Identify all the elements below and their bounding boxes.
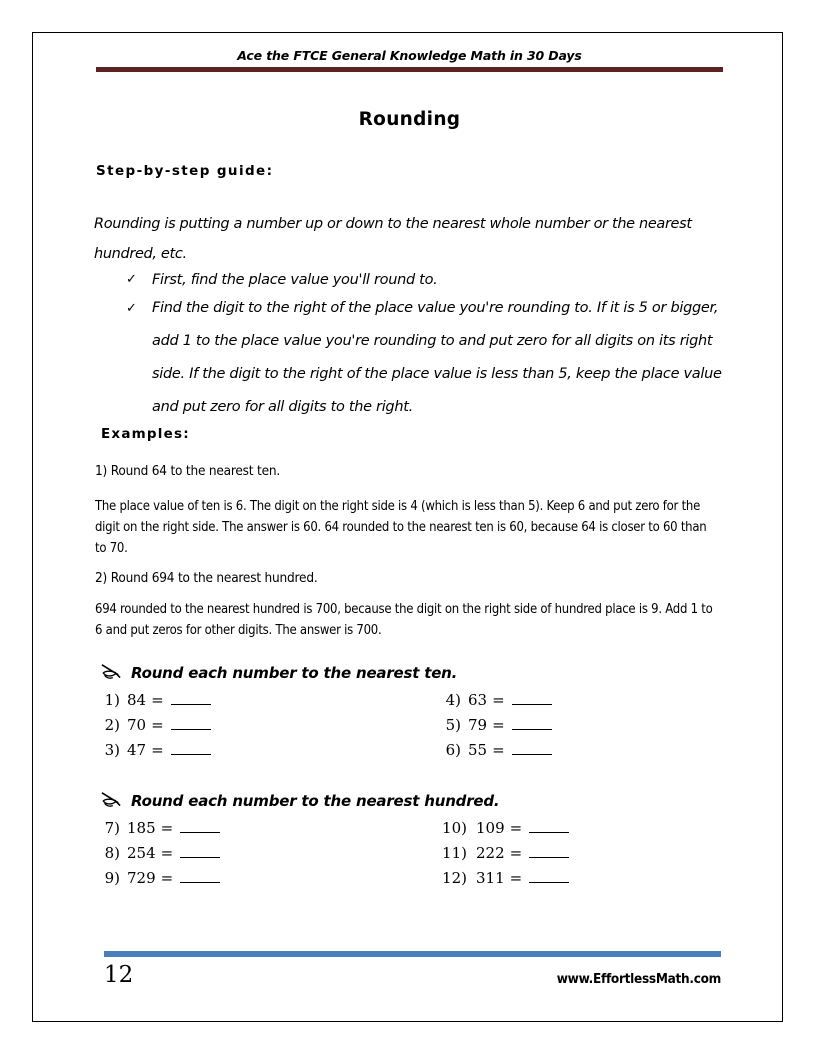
question-item <box>437 716 552 734</box>
page-title: Rounding <box>358 109 461 131</box>
example-solution: The place value of ten is 6. The digit on the right side is 4 (which is less than 5). Keep 6 and put zero for the digit on the right side. The answer is 60. 64 rounded to the nearest ten is 60, because 64 is closer to 60 than to 70. <box>95 499 707 556</box>
question-number: 2) <box>104 716 120 734</box>
answer-blank[interactable] <box>171 717 211 730</box>
list-item <box>126 268 726 292</box>
question-number: 10) <box>442 819 467 837</box>
question-value: 55 <box>468 741 488 759</box>
question-item <box>437 819 569 837</box>
question-value: 185 <box>127 819 156 837</box>
book-running-header: Ace the FTCE General Knowledge Math in 30 Days <box>237 48 582 63</box>
check-icon: ✓ <box>126 301 137 316</box>
question-item <box>96 716 211 734</box>
question-number: 3) <box>104 741 120 759</box>
question-item <box>96 869 220 887</box>
equals-sign: = <box>509 869 523 887</box>
examples-heading: Examples: <box>101 426 190 442</box>
list-item <box>126 292 726 424</box>
question-value: 311 <box>476 869 505 887</box>
question-value: 79 <box>468 716 488 734</box>
equals-sign: = <box>492 741 505 759</box>
website-link[interactable]: www.EffortlessMath.com <box>556 971 721 987</box>
equals-sign: = <box>151 691 164 709</box>
question-number: 5) <box>445 716 461 734</box>
answer-blank[interactable] <box>180 870 220 883</box>
question-item <box>437 691 552 709</box>
example-question: 1) Round 64 to the nearest ten. <box>95 463 281 479</box>
example-solution: 694 rounded to the nearest hundred is 700, because the digit on the right side of hundred place is 9. Add 1 to 6 and put zeros for other digits. The answer is 700. <box>95 602 713 638</box>
question-value: 729 <box>127 869 156 887</box>
footer-rule <box>104 951 721 957</box>
question-value: 63 <box>468 691 488 709</box>
answer-blank[interactable] <box>529 870 569 883</box>
header-rule <box>96 67 723 72</box>
question-number: 11) <box>442 844 467 862</box>
question-number: 8) <box>104 844 120 862</box>
question-item <box>437 741 552 759</box>
question-value: 47 <box>127 741 147 759</box>
equals-sign: = <box>492 691 505 709</box>
example-question: 2) Round 694 to the nearest hundred. <box>95 570 318 586</box>
question-item <box>96 691 211 709</box>
equals-sign: = <box>151 741 164 759</box>
question-number: 1) <box>104 691 120 709</box>
question-item <box>437 869 569 887</box>
guide-bullet-list <box>126 268 726 424</box>
answer-blank[interactable] <box>180 820 220 833</box>
list-item-label: First, find the place value you'll round to. <box>152 272 438 288</box>
pen-icon <box>100 791 122 811</box>
guide-intro-paragraph: Rounding is putting a number up or down to the nearest whole number or the nearest hundred, etc. <box>94 216 692 262</box>
question-number: 7) <box>104 819 120 837</box>
answer-blank[interactable] <box>171 692 211 705</box>
exercise-heading-row <box>100 663 457 683</box>
question-value: 254 <box>127 844 156 862</box>
question-item <box>96 741 211 759</box>
list-item-label: Find the digit to the right of the place value you're rounding to. If it is 5 or bigger, add 1 to the place value you're rounding to and put zero for all digits on its right side. If the digit to the right of the place value is less than 5, keep the place value and put zero for all digits to the right. <box>152 300 722 415</box>
answer-blank[interactable] <box>171 742 211 755</box>
equals-sign: = <box>492 716 505 734</box>
question-number: 9) <box>104 869 120 887</box>
equals-sign: = <box>160 819 174 837</box>
question-item <box>96 844 220 862</box>
pen-icon <box>100 663 122 683</box>
answer-blank[interactable] <box>529 845 569 858</box>
answer-blank[interactable] <box>512 717 552 730</box>
question-number: 4) <box>445 691 461 709</box>
equals-sign: = <box>509 819 523 837</box>
answer-blank[interactable] <box>529 820 569 833</box>
equals-sign: = <box>160 844 174 862</box>
answer-blank[interactable] <box>512 692 552 705</box>
page-number: 12 <box>104 962 134 988</box>
step-by-step-guide-heading: Step-by-step guide: <box>96 163 274 179</box>
question-item <box>437 844 569 862</box>
question-value: 70 <box>127 716 147 734</box>
question-number: 6) <box>445 741 461 759</box>
question-value: 109 <box>476 819 505 837</box>
exercise-heading-label: Round each number to the nearest ten. <box>131 664 458 682</box>
question-number: 12) <box>442 869 467 887</box>
answer-blank[interactable] <box>180 845 220 858</box>
check-icon: ✓ <box>126 272 137 287</box>
exercise-heading-label: Round each number to the nearest hundred. <box>131 792 500 810</box>
equals-sign: = <box>160 869 174 887</box>
answer-blank[interactable] <box>512 742 552 755</box>
equals-sign: = <box>151 716 164 734</box>
question-value: 84 <box>127 691 147 709</box>
question-item <box>96 819 220 837</box>
equals-sign: = <box>509 844 523 862</box>
exercise-heading-row <box>100 791 499 811</box>
question-value: 222 <box>476 844 505 862</box>
